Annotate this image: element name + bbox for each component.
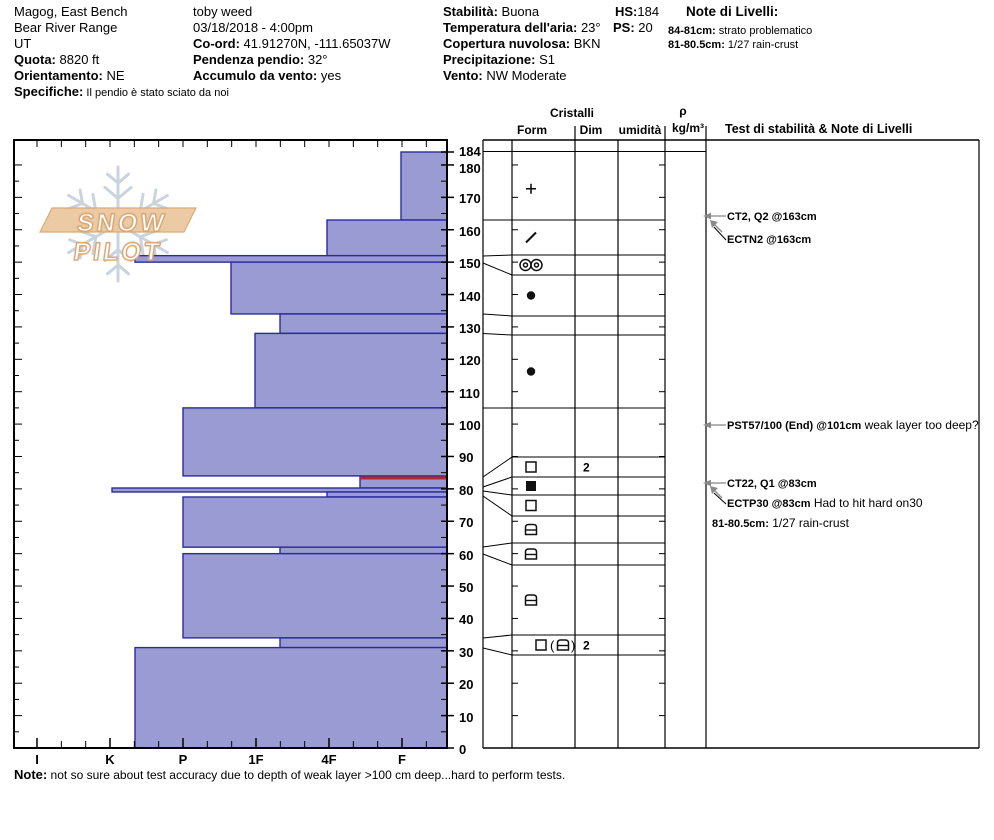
snowpilot-logo-text: SNOW PILOT <box>71 209 169 266</box>
slope-angle-line: Pendenza pendio: 32° <box>193 52 328 67</box>
depth-label-160: 160 <box>459 223 481 239</box>
hs-line: HS:184 <box>615 4 660 19</box>
paren-close: ) <box>571 638 576 653</box>
test-connector-line <box>714 493 726 504</box>
hardness-label-1F: 1F <box>248 752 264 767</box>
snow-layer-bar <box>231 262 447 314</box>
snow-layer-bar <box>255 333 447 408</box>
site-name: Magog, East Bench <box>14 4 128 19</box>
grain-size-value: 2 <box>583 638 590 653</box>
test-comment-text: Had to hit hard on30 <box>810 496 923 510</box>
depth-label-184: 184 <box>459 144 481 159</box>
elevation-line: Quota: 8820 ft <box>14 52 100 67</box>
grain-square-icon <box>536 640 546 650</box>
aspect-line: Orientamento: NE <box>14 68 125 83</box>
depth-label-120: 120 <box>459 353 481 369</box>
layer-note-1: 84-81cm: strato problematico <box>668 25 813 37</box>
test-result-text: ECTN2 @163cm <box>727 234 812 246</box>
test-result-text: 81-80.5cm: <box>712 518 769 530</box>
depth-label-110: 110 <box>459 385 480 401</box>
test-annotation-1 <box>727 209 817 223</box>
test-result-text: CT22, Q1 @83cm <box>727 478 817 490</box>
depth-label-90: 90 <box>459 450 474 466</box>
depth-label-140: 140 <box>459 288 481 304</box>
snow-layer-bar <box>401 152 447 220</box>
snow-layer-bar <box>280 638 447 648</box>
airtemp-line: Temperatura dell'aria: 23° <box>443 20 601 35</box>
test-annotation-4 <box>727 476 817 490</box>
stability-line: Stabilità: Buona <box>443 4 540 19</box>
grain-rimed-icon <box>531 260 542 271</box>
snow-layer-bar <box>327 492 447 497</box>
test-arrowhead <box>703 422 711 428</box>
specifics-line: Specifiche: Il pendio è stato sciato da noi <box>14 84 229 99</box>
depth-label-170: 170 <box>459 191 481 207</box>
snow-layer-bar <box>280 314 447 333</box>
depth-label-20: 20 <box>459 677 474 693</box>
pit-datetime: 03/18/2018 - 4:00pm <box>193 20 313 35</box>
layer-funnel-line <box>483 263 512 275</box>
col-header-rho: ρ <box>679 104 687 118</box>
test-comment-text: 1/27 rain-crust <box>768 516 849 530</box>
test-arrowhead <box>703 480 711 486</box>
col-header-cristalli: Cristalli <box>549 106 595 120</box>
range-name: Bear River Range <box>14 20 118 35</box>
layer-funnel-line <box>483 496 512 516</box>
state-name: UT <box>14 36 32 51</box>
layer-funnel-line <box>483 635 512 638</box>
grain-square-icon <box>526 462 536 472</box>
depth-label-150: 150 <box>459 256 481 272</box>
hardness-label-K: K <box>105 752 115 767</box>
grain-rimed-icon <box>524 263 528 267</box>
hardness-label-P: P <box>178 752 188 767</box>
hardness-label-F: F <box>398 752 406 767</box>
layer-notes-title: Note di Livelli: <box>686 4 779 19</box>
depth-label-10: 10 <box>459 709 474 725</box>
hardness-label-4F: 4F <box>321 752 337 767</box>
depth-label-80: 80 <box>459 482 474 498</box>
layer-funnel-line <box>483 543 512 547</box>
windloading-line: Accumulo da vento: yes <box>193 68 342 83</box>
depth-label-30: 30 <box>459 644 474 660</box>
layer-funnel-line <box>483 491 512 495</box>
test-result-text: CT2, Q2 @163cm <box>727 211 817 223</box>
test-annotation-3 <box>727 418 979 432</box>
layer-funnel-line <box>483 477 512 487</box>
depth-label-0: 0 <box>459 742 467 757</box>
depth-label-50: 50 <box>459 580 474 596</box>
test-annotation-5 <box>727 496 923 510</box>
grain-size-value: 2 <box>583 460 590 475</box>
test-connector-line <box>714 227 726 240</box>
layer-funnel-line <box>483 554 512 565</box>
layer-note-2: 81-80.5cm: 1/27 rain-crust <box>668 39 799 51</box>
snow-layer-bar <box>183 497 447 547</box>
depth-label-130: 130 <box>459 320 481 336</box>
col-header-tests: Test di stabilità & Note di Livelli <box>725 122 913 136</box>
grain-dot-icon <box>527 291 535 299</box>
hardness-label-I: I <box>35 752 39 767</box>
depth-label-70: 70 <box>459 515 474 531</box>
snow-layer-bar <box>183 554 447 638</box>
test-comment-text: weak layer too deep? <box>861 418 979 432</box>
snow-layer-bar <box>183 408 447 476</box>
grain-square-icon <box>526 501 536 511</box>
precip-line: Precipitazione: S1 <box>443 52 555 67</box>
sky-line: Copertura nuvolosa: BKN <box>443 36 601 51</box>
layer-funnel-line <box>483 334 512 336</box>
paren-open: ( <box>550 638 555 653</box>
test-annotation-2 <box>727 232 811 246</box>
grain-filled-square-icon <box>526 481 536 491</box>
observer-name: toby weed <box>193 4 253 19</box>
footer-note: Note: not so sure about test accuracy due to depth of weak layer >100 cm deep...hard to perform tests. <box>14 767 566 782</box>
test-result-text: PST57/100 (End) @101cm <box>727 420 862 432</box>
depth-label-40: 40 <box>459 612 474 628</box>
test-annotation-6 <box>712 516 849 530</box>
grain-slash-icon <box>526 233 536 243</box>
layer-funnel-line <box>483 648 512 655</box>
grain-rimed-icon <box>535 263 539 267</box>
ps-line: PS: 20 <box>613 20 653 35</box>
layer-funnel-line <box>483 314 512 316</box>
layer-funnel-line <box>483 457 512 477</box>
wind-line: Vento: NW Moderate <box>443 68 567 83</box>
snow-layer-bar <box>280 547 447 553</box>
col-header-rho-units: kg/m³ <box>671 121 705 135</box>
col-header-dim: Dim <box>579 123 603 137</box>
grain-dot-icon <box>527 367 535 375</box>
depth-label-60: 60 <box>459 547 474 563</box>
snow-layer-bar <box>135 648 447 748</box>
depth-label-100: 100 <box>459 418 481 434</box>
col-header-umidita: umidità <box>618 123 662 137</box>
snow-layer-bar <box>327 220 447 256</box>
grain-rimed-icon <box>520 260 531 271</box>
layer-funnel-line <box>483 255 512 256</box>
coord-line: Co-ord: 41.91270N, -111.65037W <box>193 36 391 51</box>
depth-label-180: 180 <box>459 160 481 176</box>
test-result-text: ECTP30 @83cm <box>727 498 811 510</box>
col-header-form: Form <box>517 123 547 137</box>
test-arrowhead <box>703 213 711 219</box>
